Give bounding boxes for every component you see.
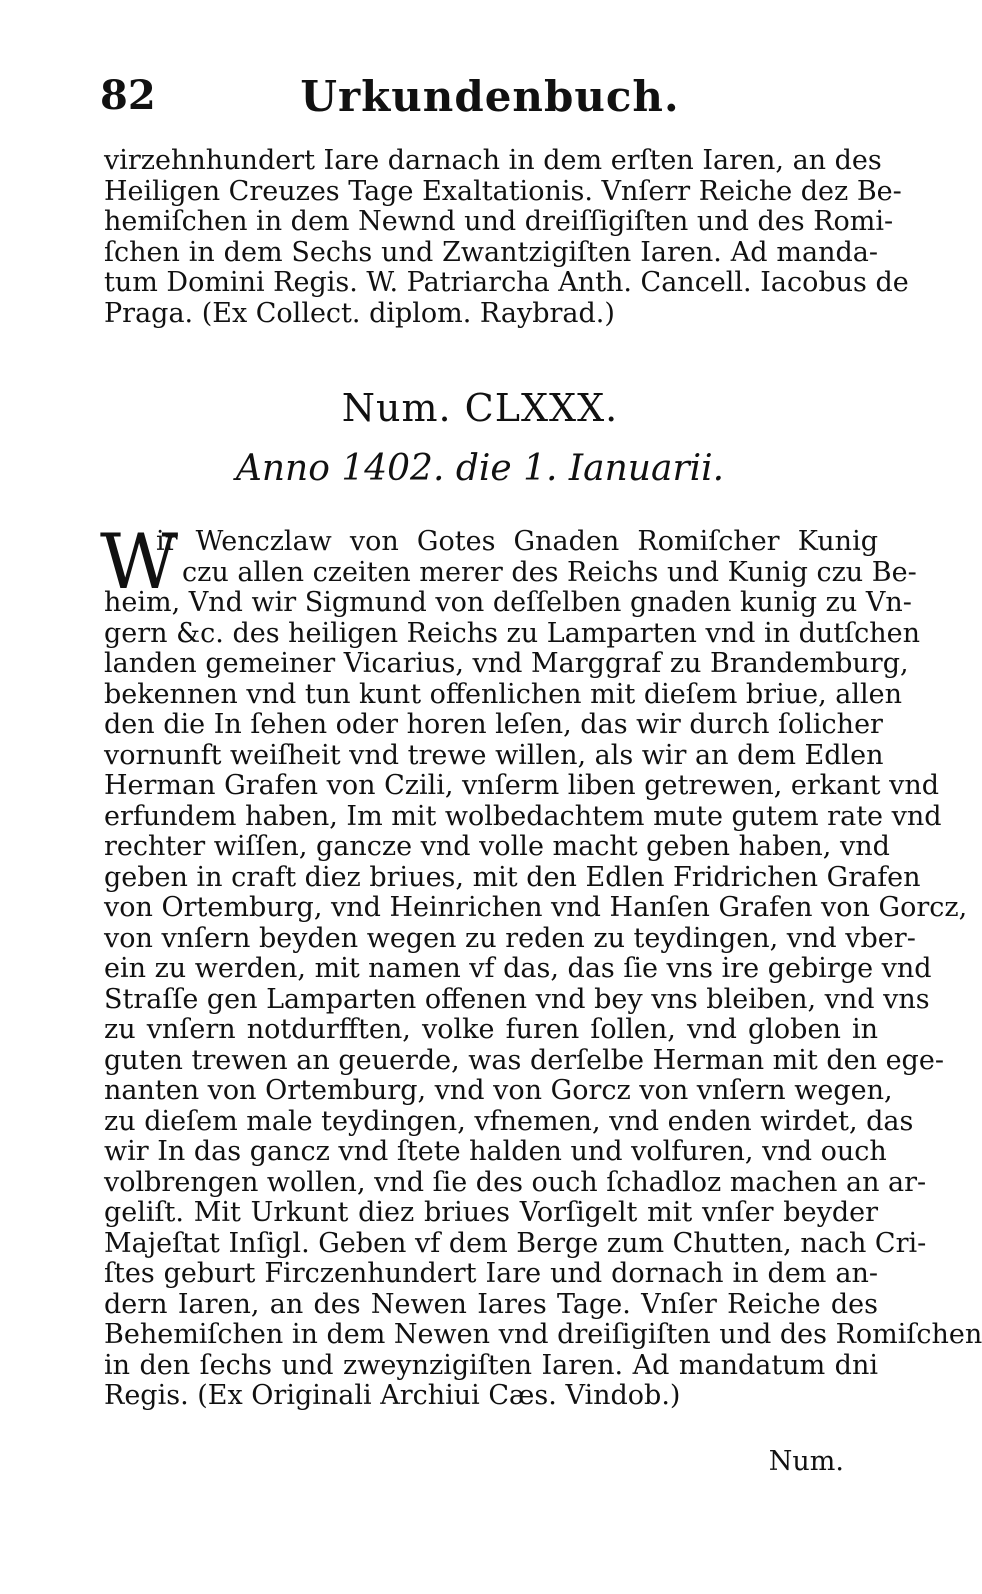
text-line: guten trewen an geuerde, was derſelbe Herman mit den ege-	[104, 1044, 944, 1076]
text-line: ir Wenczlaw von Gotes Gnaden Romiſcher Kunig	[156, 526, 878, 557]
text-line: in den ſechs und zweynzigiſten Iaren. Ad mandatum dni	[104, 1349, 878, 1381]
text-line: erfundem haben, Im mit wolbedachtem mute gutem rate vnd	[104, 800, 942, 832]
catchword: Num.	[768, 1446, 844, 1477]
text-line: Herman Grafen von Czili, vnſerm liben getrewen, erkant vnd	[104, 770, 939, 801]
text-line: dern Iaren, an des Newen Iares Tage. Vnſer Reiche des	[104, 1288, 878, 1320]
text-line: gern &c. des heiligen Reichs zu Lamparten vnd in dutſchen	[104, 617, 920, 649]
text-line: czu allen czeiten merer des Reichs und Kunig czu Be-	[182, 556, 917, 588]
text-line: geben in craft diez briues, mit den Edlen Fridrichen Grafen	[104, 861, 921, 893]
text-line: ſchen in dem Sechs und Zwantzigiſten Iaren. Ad manda-	[104, 236, 878, 268]
text-line: Straſſe gen Lamparten offenen vnd bey vns bleiben, vnd vns	[104, 983, 930, 1015]
text-line: ſtes geburt Firczenhundert Iare und dornach in dem an-	[104, 1258, 878, 1289]
text-line: Heiligen Creuzes Tage Exaltationis. Vnſerr Reiche dez Be-	[104, 175, 902, 207]
text-line: nanten von Ortemburg, vnd von Gorcz von vnſern wegen,	[104, 1075, 893, 1106]
text-line: von Ortemburg, vnd Heinrichen vnd Hanſen Grafen von Gorcz,	[104, 892, 968, 923]
text-line: zu dieſem male teydingen, vfnemen, vnd enden wirdet, das	[104, 1105, 914, 1137]
text-line: heim, Vnd wir Sigmund von deſſelben gnaden kunig zu Vn-	[104, 587, 912, 618]
page-number: 82	[100, 72, 156, 119]
text-line: landen gemeiner Vicarius, vnd Marggraf zu Brandemburg,	[104, 648, 909, 679]
text-line: volbrengen wollen, vnd ſie des ouch ſchadloz machen an ar-	[104, 1166, 927, 1198]
text-line: den die In ſehen oder horen leſen, das wir durch ſolicher	[104, 709, 883, 740]
text-line: tum Domini Regis. W. Patriarcha Anth. Cancell. Iacobus de	[104, 267, 909, 298]
text-line: ein zu werden, mit namen vf das, das ſie vns ire gebirge vnd	[104, 953, 932, 984]
document-number: Num. CLXXX.	[341, 386, 619, 430]
text-line: zu vnſern notdurfften, volke furen ſollen, vnd globen in	[104, 1014, 878, 1045]
text-line: Praga. (Ex Collect. diplom. Raybrad.)	[104, 297, 615, 329]
text-line: vornunft weiſheit vnd trewe willen, als wir an dem Edlen	[104, 739, 884, 771]
page-header	[100, 72, 880, 132]
text-line: Behemiſchen in dem Newen vnd dreiſigiſten und des Romiſchen	[104, 1319, 982, 1350]
text-line: von vnſern beyden wegen zu reden zu teydingen, vnd vber-	[104, 922, 916, 954]
text-line: wir In das gancz vnd ſtete halden und volfuren, vnd ouch	[104, 1136, 887, 1167]
text-line: hemiſchen in dem Newnd und dreiſſigiſten und des Romi-	[104, 206, 894, 237]
text-line: rechter wiſſen, gancze vnd volle macht geben haben, vnd	[104, 831, 890, 862]
running-title: Urkundenbuch.	[300, 72, 680, 121]
charter-text	[104, 526, 982, 1412]
text-line: Majeſtat Inſigl. Geben vf dem Berge zum Chutten, nach Cri-	[104, 1227, 927, 1259]
text-line: Regis. (Ex Originali Archiui Cæs. Vindob.)	[104, 1380, 681, 1411]
drop-capital: W	[100, 517, 179, 606]
document-date: Anno 1402. die 1. Ianuarii.	[235, 448, 725, 489]
text-line: geliſt. Mit Urkunt diez briues Vorſigelt mit vnſer beyder	[104, 1197, 878, 1228]
continuation-paragraph	[104, 145, 909, 329]
text-line: virzehnhundert Iare darnach in dem erſten Iaren, an des	[104, 145, 882, 176]
text-line: bekennen vnd tun kunt offenlichen mit dieſem briue, allen	[104, 678, 902, 710]
